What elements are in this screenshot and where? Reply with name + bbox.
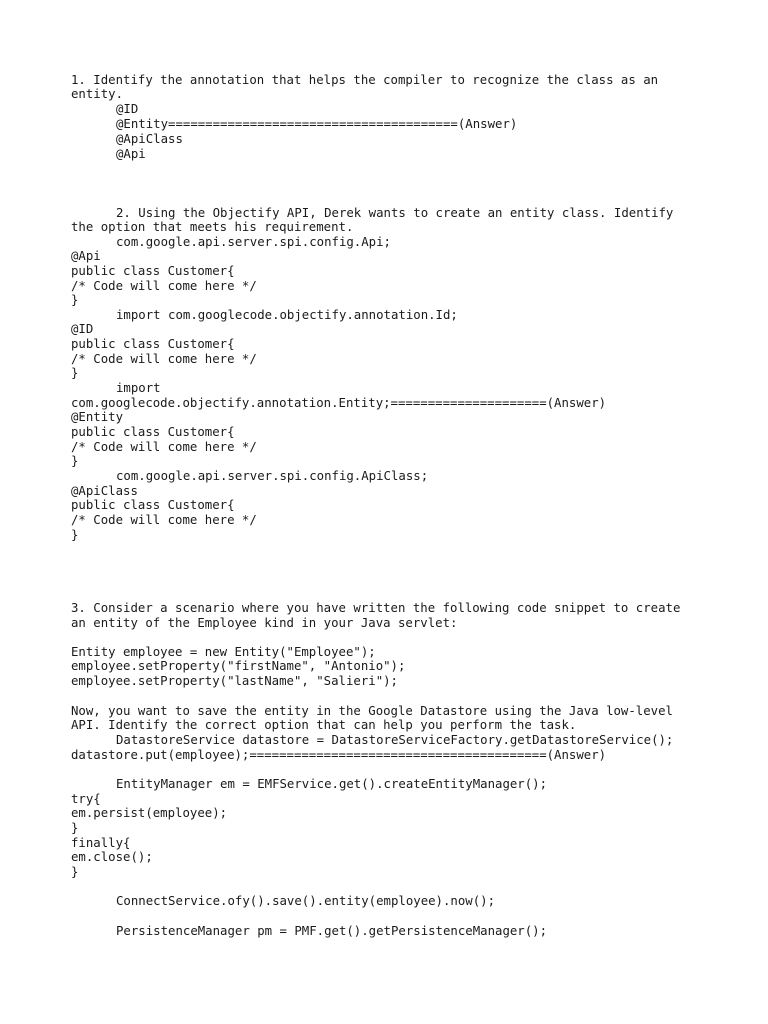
code-line: public class Customer{: [71, 425, 235, 439]
code-line: employee.setProperty("lastName", "Salieri");: [71, 674, 398, 688]
question-1-text: entity.: [71, 87, 124, 101]
code-line: }: [71, 293, 79, 307]
option-text: @ApiClass: [116, 132, 183, 146]
code-line: DatastoreService datastore = DatastoreServiceFactory.getDatastoreService();: [116, 733, 674, 747]
code-line: public class Customer{: [71, 337, 235, 351]
code-line: public class Customer{: [71, 498, 235, 512]
question-2-text: the option that meets his requirement.: [71, 220, 354, 234]
code-line: import: [116, 381, 161, 395]
code-line: @Entity: [71, 410, 124, 424]
code-line: import com.googlecode.objectify.annotation.Id;: [116, 308, 458, 322]
code-line: Entity employee = new Entity("Employee");: [71, 645, 376, 659]
code-line: ConnectService.ofy().save().entity(employee).now();: [116, 894, 496, 908]
code-line: try{: [71, 792, 101, 806]
code-line-answer: datastore.put(employee);========================================(Answer): [71, 748, 607, 762]
option-text: @ID: [116, 102, 139, 116]
question-3-text: Now, you want to save the entity in the Google Datastore using the Java low-level: [71, 704, 673, 718]
code-line: em.persist(employee);: [71, 806, 228, 820]
code-line: /* Code will come here */: [71, 279, 257, 293]
code-line: PersistenceManager pm = PMF.get().getPersistenceManager();: [116, 924, 548, 938]
question-2-text: 2. Using the Objectify API, Derek wants to create an entity class. Identify: [116, 206, 674, 220]
code-line: /* Code will come here */: [71, 440, 257, 454]
code-line: finally{: [71, 836, 131, 850]
code-line: @Api: [71, 249, 101, 263]
code-line-answer: com.googlecode.objectify.annotation.Entity;=====================(Answer): [71, 396, 607, 410]
code-line: }: [71, 821, 79, 835]
option-text: @Api: [116, 147, 146, 161]
code-line: }: [71, 454, 79, 468]
code-line: em.close();: [71, 850, 153, 864]
code-line: }: [71, 366, 79, 380]
code-line: @ID: [71, 322, 94, 336]
code-line: @ApiClass: [71, 484, 138, 498]
question-3-text: API. Identify the correct option that can help you perform the task.: [71, 718, 577, 732]
code-line: public class Customer{: [71, 264, 235, 278]
code-line: com.google.api.server.spi.config.ApiClass;: [116, 469, 429, 483]
code-line: }: [71, 865, 79, 879]
code-line: /* Code will come here */: [71, 513, 257, 527]
question-3-text: an entity of the Employee kind in your Java servlet:: [71, 616, 458, 630]
question-1-text: 1. Identify the annotation that helps the compiler to recognize the class as an: [71, 73, 659, 87]
question-3-text: 3. Consider a scenario where you have written the following code snippet to create: [71, 601, 681, 615]
code-line: com.google.api.server.spi.config.Api;: [116, 235, 391, 249]
code-line: employee.setProperty("firstName", "Antonio");: [71, 659, 406, 673]
code-line: }: [71, 528, 79, 542]
option-text-answer: @Entity=======================================(Answer): [116, 117, 518, 131]
code-line: EntityManager em = EMFService.get().createEntityManager();: [116, 777, 548, 791]
code-line: /* Code will come here */: [71, 352, 257, 366]
